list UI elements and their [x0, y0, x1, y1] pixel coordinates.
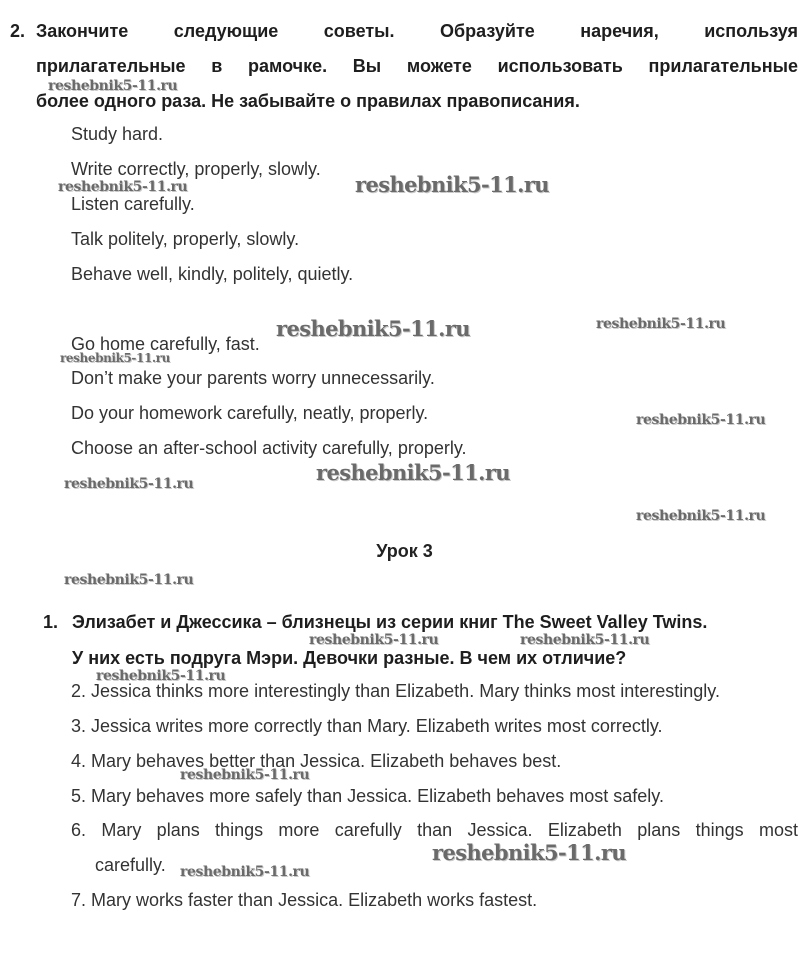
- watermark: reshebnik5-11.ru: [309, 632, 439, 648]
- task-2-answer-5: Behave well, kindly, politely, quietly.: [71, 264, 354, 284]
- task-1-answer-3: 3. Jessica writes more correctly than Mary. Elizabeth writes most correctly.: [71, 716, 663, 736]
- task-2-instruction-line-1: Закончите следующие советы. Образуйте наречия, используя: [36, 21, 798, 41]
- task-2-answer-3: Listen carefully.: [71, 194, 195, 214]
- watermark: reshebnik5-11.ru: [520, 632, 650, 648]
- task-1-answer-6-continued: carefully.: [95, 855, 166, 875]
- task-1-answer-6: 6. Mary plans things more carefully than Jessica. Elizabeth plans things most: [71, 820, 798, 840]
- task-1-answer-5: 5. Mary behaves more safely than Jessica. Elizabeth behaves most safely.: [71, 786, 664, 806]
- watermark: reshebnik5-11.ru: [276, 316, 470, 341]
- watermark: reshebnik5-11.ru: [432, 840, 626, 865]
- watermark: reshebnik5-11.ru: [64, 476, 194, 492]
- task-2-answer-4: Talk politely, properly, slowly.: [71, 229, 300, 249]
- watermark: reshebnik5-11.ru: [596, 316, 726, 332]
- watermark: reshebnik5-11.ru: [180, 864, 310, 880]
- watermark: reshebnik5-11.ru: [58, 179, 188, 195]
- task-1-answer-4: 4. Mary behaves better than Jessica. Elizabeth behaves best.: [71, 751, 562, 771]
- lesson-title: Урок 3: [376, 541, 433, 561]
- task-2-answer-8: Do your homework carefully, neatly, properly.: [71, 403, 429, 423]
- watermark: reshebnik5-11.ru: [355, 172, 549, 197]
- task-2-answer-1: Study hard.: [71, 124, 164, 144]
- task-2-answer-9: Choose an after-school activity carefully, properly.: [71, 438, 467, 458]
- watermark: reshebnik5-11.ru: [316, 460, 510, 485]
- task-2-instruction-line-2: прилагательные в рамочке. Вы можете использовать прилагательные: [36, 56, 798, 76]
- watermark: reshebnik5-11.ru: [636, 508, 766, 524]
- task-1-number: 1.: [43, 612, 59, 632]
- task-1-instruction-line-2: У них есть подруга Мэри. Девочки разные. В чем их отличие?: [72, 648, 627, 668]
- watermark: reshebnik5-11.ru: [64, 572, 194, 588]
- task-1-answer-7: 7. Mary works faster than Jessica. Elizabeth works fastest.: [71, 890, 538, 910]
- watermark: reshebnik5-11.ru: [636, 412, 766, 428]
- task-1-answer-2: 2. Jessica thinks more interestingly than Elizabeth. Mary thinks most interestingly.: [71, 681, 720, 701]
- task-2-number: 2.: [10, 21, 26, 41]
- watermark: reshebnik5-11.ru: [96, 668, 226, 684]
- watermark: reshebnik5-11.ru: [60, 351, 170, 365]
- watermark: reshebnik5-11.ru: [180, 767, 310, 783]
- task-2-answer-2: Write correctly, properly, slowly.: [71, 159, 321, 179]
- task-1-instruction-line-1: Элизабет и Джессика – близнецы из серии книг The Sweet Valley Twins.: [72, 612, 708, 632]
- task-2-instruction-line-3: более одного раза. Не забывайте о правилах правописания.: [36, 91, 580, 111]
- task-2-answer-6: Go home carefully, fast.: [71, 334, 260, 354]
- watermark: reshebnik5-11.ru: [48, 78, 178, 94]
- task-2-answer-7: Don’t make your parents worry unnecessarily.: [71, 368, 435, 388]
